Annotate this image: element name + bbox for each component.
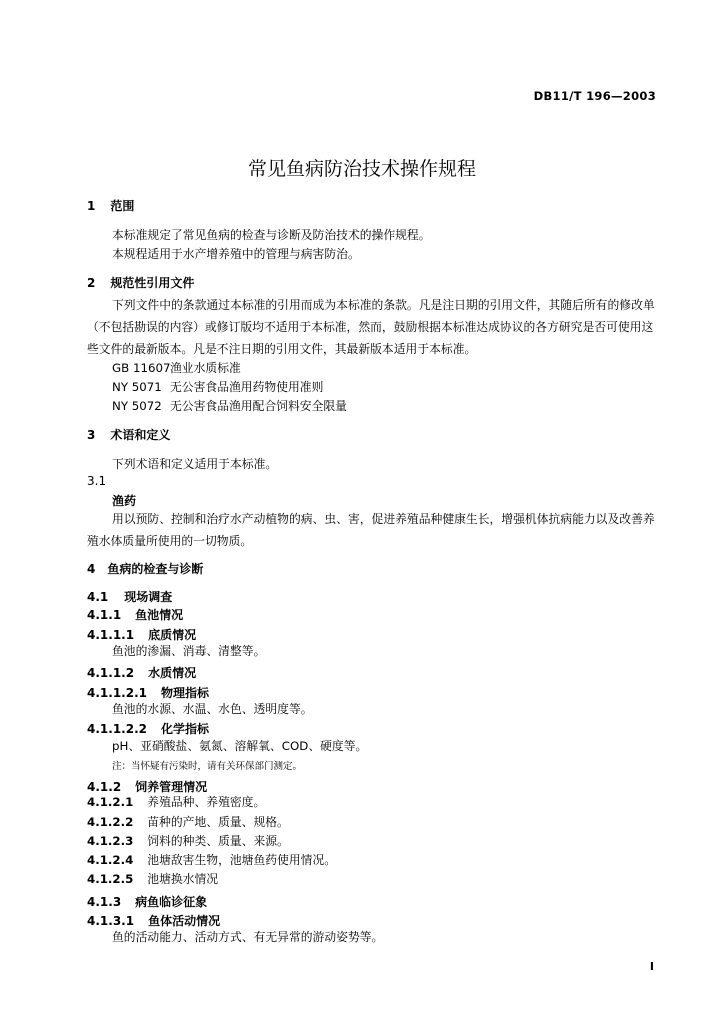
page-title: 常见鱼病防治技术操作规程	[247, 158, 476, 180]
item-text: 饲料的种类、质量、来源。	[147, 834, 289, 848]
subsection-number: 4.1.1	[87, 608, 122, 622]
item-number: 4.1.2.1	[87, 795, 134, 809]
item-text: 池塘换水情况	[147, 872, 219, 886]
item-text: 苗种的产地、质量、规格。	[147, 815, 289, 829]
paragraph: 下列文件中的条款通过本标准的引用而成为本标准的条款。凡是注日期的引用文件，其随后所有的修改单（不包括勘误的内容）或修订版均不适用于本标准，然而，鼓励根据本标准达成协议的各方研究是否可使用这些文件的最新版本。凡是不注日期的引用文件，其最新版本适用于本标准。	[87, 298, 655, 356]
note: 注：当怀疑有污染时，请有关环保部门测定。	[112, 761, 303, 772]
reference-title: 无公害食品渔用配合饲料安全限量	[170, 399, 347, 413]
reference-title: 渔业水质标准	[170, 361, 241, 375]
standard-code: DB11/T 196—2003	[533, 89, 656, 103]
subsection-title: 鱼体活动情况	[148, 914, 221, 928]
item-text: 养殖品种、养殖密度。	[147, 795, 266, 809]
section-number: 1	[87, 199, 96, 213]
subsection-number: 4.1.3	[87, 895, 122, 909]
section-3-heading	[87, 426, 170, 443]
subsection-title: 鱼池情况	[135, 608, 184, 622]
subsection-number: 4.1.3.1	[87, 914, 135, 928]
section-number: 3	[87, 428, 96, 442]
section-1-heading	[87, 197, 134, 214]
subsection-number: 4.1.1.2	[87, 666, 135, 680]
item-text: 池塘敌害生物，池塘鱼药使用情况。	[147, 853, 337, 867]
term-definition: 用以预防、控制和治疗水产动植物的病、虫、害，促进养殖品种健康生长，增强机体抗病能力以及改善养殖水体质量所使用的一切物质。	[87, 512, 655, 548]
subsection-title: 水质情况	[148, 666, 197, 680]
item-number: 4.1.2.4	[87, 853, 134, 867]
paragraph: 下列术语和定义适用于本标准。	[112, 457, 278, 471]
section-2-heading	[87, 274, 194, 291]
subsection-number: 3.1	[87, 474, 107, 488]
section-4-heading	[87, 560, 203, 577]
paragraph: 本标准规定了常见鱼病的检查与诊断及防治技术的操作规程。	[112, 228, 431, 242]
section-number: 4	[87, 562, 96, 576]
subsection-number: 4.1.1.2.2	[87, 722, 147, 736]
subsection-heading	[87, 893, 207, 910]
section-title: 术语和定义	[110, 428, 171, 442]
subsection-heading	[87, 606, 183, 623]
item-number: 4.1.2.2	[87, 815, 134, 829]
page-number: I	[649, 960, 654, 973]
subsection-number: 4.1.1.1	[87, 628, 135, 642]
subsection-title: 饲养管理情况	[135, 780, 208, 794]
item-number: 4.1.2.3	[87, 834, 134, 848]
subsection-title: 化学指标	[160, 722, 209, 736]
subsection-heading	[87, 588, 172, 605]
paragraph: 本规程适用于水产增养殖中的管理与病害防治。	[112, 247, 360, 261]
reference-code: NY 5072	[112, 399, 162, 413]
reference-item	[112, 395, 347, 417]
reference-code: GB 11607	[112, 361, 171, 375]
subsection-number: 4.1.2	[87, 780, 122, 794]
term: 渔药	[112, 494, 137, 508]
section-title: 范围	[110, 199, 135, 213]
section-number: 2	[87, 276, 96, 290]
paragraph: 鱼池的水源、水温、水色、透明度等。	[112, 702, 313, 716]
subsection-title: 底质情况	[148, 628, 197, 642]
item-number: 4.1.2.5	[87, 872, 134, 886]
reference-title: 无公害食品渔用药物使用准则	[170, 380, 324, 394]
subsection-title: 物理指标	[160, 686, 209, 700]
subsection-number: 4.1.1.2.1	[87, 686, 147, 700]
subsection-title: 病鱼临诊征象	[135, 895, 208, 909]
paragraph: 鱼池的渗漏、消毒、清整等。	[112, 644, 266, 658]
section-title: 规范性引用文件	[110, 276, 195, 290]
paragraph: 鱼的活动能力、活动方式、有无异常的游动姿势等。	[112, 930, 384, 944]
subsection-number: 4.1	[87, 590, 109, 604]
reference-code: NY 5071	[112, 380, 162, 394]
list-item	[87, 791, 265, 813]
subsection-heading	[87, 664, 196, 681]
section-title: 鱼病的检查与诊断	[107, 562, 204, 576]
list-item	[87, 868, 218, 890]
subsection-title: 现场调查	[124, 590, 173, 604]
paragraph: pH、亚硝酸盐、氨氮、溶解氧、COD、硬度等。	[112, 739, 368, 753]
